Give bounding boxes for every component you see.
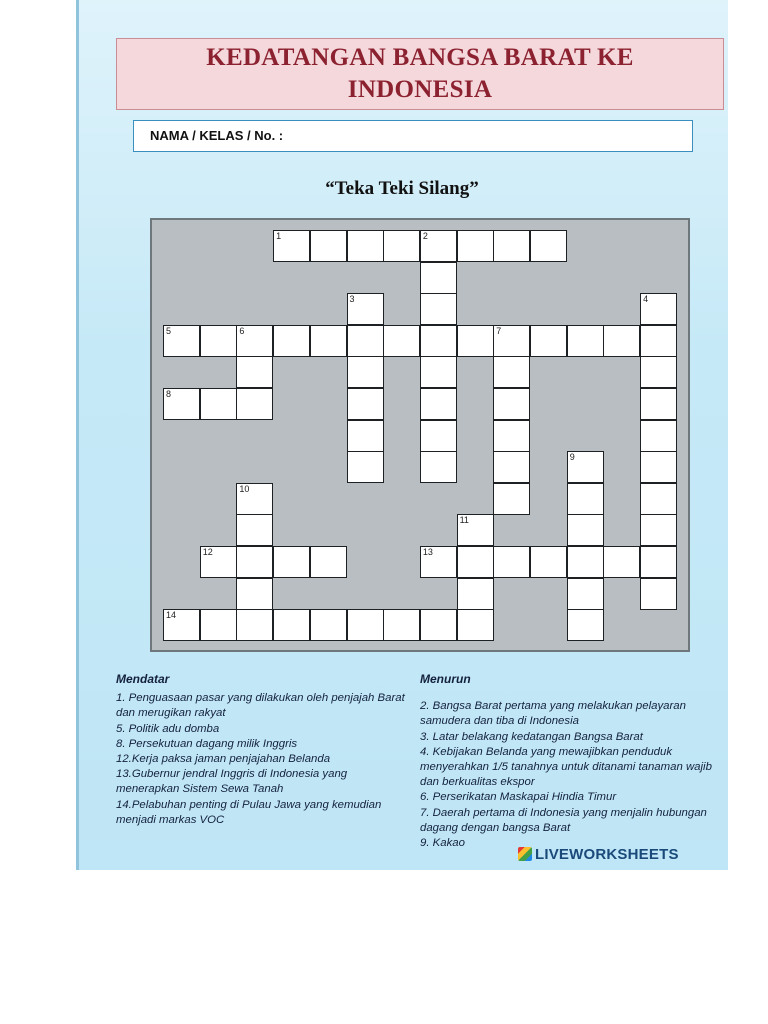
crossword-cell[interactable]: [420, 451, 457, 483]
across-heading: Mendatar: [116, 672, 170, 686]
crossword-cell[interactable]: [567, 325, 604, 357]
crossword-cell[interactable]: [347, 451, 384, 483]
across-clue: 8. Persekutuan dagang milik Inggris: [116, 737, 298, 750]
crossword-cell[interactable]: [640, 388, 677, 420]
crossword-cell[interactable]: [420, 325, 457, 357]
crossword-cell[interactable]: [347, 325, 384, 357]
crossword-cell[interactable]: [567, 609, 604, 641]
crossword-cell[interactable]: [567, 578, 604, 610]
crossword-cell[interactable]: [347, 230, 384, 262]
logo-text: LIVEWORKSHEETS: [535, 846, 679, 863]
across-clue: 14.Pelabuhan penting di Pulau Jawa yang kemudian menjadi markas VOC: [116, 798, 382, 826]
crossword-cell[interactable]: [457, 578, 494, 610]
crossword-cell[interactable]: [420, 546, 457, 578]
crossword-cell[interactable]: [493, 483, 530, 515]
crossword-cell[interactable]: [310, 609, 347, 641]
crossword-cell[interactable]: [347, 420, 384, 452]
crossword-cell[interactable]: [493, 451, 530, 483]
clue-number: 7: [496, 325, 502, 336]
crossword-cell[interactable]: [273, 546, 310, 578]
across-clue: 13.Gubernur jendral Inggris di Indonesia yang menerapkan Sistem Sewa Tanah: [116, 768, 348, 796]
clue-number: 8: [166, 389, 172, 399]
across-clue: 12.Kerja paksa jaman penjajahan Belanda: [116, 753, 331, 766]
crossword-cell[interactable]: [347, 609, 384, 641]
crossword-cell[interactable]: [457, 230, 494, 262]
down-heading: Menurun: [420, 672, 471, 686]
crossword-cell[interactable]: [420, 230, 457, 262]
crossword-cell[interactable]: [420, 293, 457, 325]
worksheet: [76, 0, 728, 870]
crossword-cell[interactable]: [493, 388, 530, 420]
crossword-cell[interactable]: [236, 483, 273, 515]
crossword-cell[interactable]: [567, 483, 604, 515]
clues-down: [420, 672, 720, 851]
crossword-subtitle: “Teka Teki Silang”: [325, 178, 479, 199]
crossword-cell[interactable]: [310, 230, 347, 262]
crossword-cell[interactable]: [640, 514, 677, 546]
title-banner: [116, 38, 724, 110]
crossword-cell[interactable]: [457, 325, 494, 357]
crossword-cell[interactable]: [640, 420, 677, 452]
down-clue: 2. Bangsa Barat pertama yang melakukan pelayaran samudera dan tiba di Indonesia: [420, 700, 686, 728]
crossword-cell[interactable]: [200, 546, 237, 578]
crossword-grid: [150, 218, 690, 652]
crossword-cell[interactable]: [640, 546, 677, 578]
crossword-cell[interactable]: [236, 325, 273, 357]
crossword-cell[interactable]: [457, 514, 494, 546]
crossword-cell[interactable]: [567, 451, 604, 483]
crossword-cell[interactable]: [457, 546, 494, 578]
down-clue: 6. Perserikatan Maskapai Hindia Timur: [420, 791, 617, 804]
crossword-cell[interactable]: [236, 609, 273, 641]
sheet-edge: [76, 0, 79, 870]
clues-section: [116, 672, 716, 870]
crossword-cell[interactable]: [457, 609, 494, 641]
crossword-cell[interactable]: [603, 325, 640, 357]
crossword-cell[interactable]: [530, 546, 567, 578]
crossword-cell[interactable]: [640, 325, 677, 357]
crossword-cell[interactable]: [420, 356, 457, 388]
clue-number: 6: [239, 325, 245, 336]
across-clue: 5. Politik adu domba: [116, 722, 220, 735]
clue-number: 9: [569, 452, 575, 463]
crossword-cell[interactable]: [273, 609, 310, 641]
crossword-cell[interactable]: [493, 356, 530, 388]
crossword-cell[interactable]: [383, 230, 420, 262]
crossword-cell[interactable]: [273, 230, 310, 262]
clue-number: 5: [166, 325, 172, 336]
clue-number: 2: [422, 231, 428, 241]
down-clue: 7. Daerah pertama di Indonesia yang menjalin hubungan dagang dengan bangsa Barat: [420, 806, 707, 834]
crossword-cell[interactable]: [493, 325, 530, 357]
crossword-cell[interactable]: [236, 578, 273, 610]
crossword-cell[interactable]: [347, 293, 384, 325]
clue-number: 12: [202, 547, 213, 557]
clue-number: 4: [643, 294, 649, 305]
crossword-cell[interactable]: [200, 388, 237, 420]
crossword-cell[interactable]: [640, 356, 677, 388]
crossword-cell[interactable]: [236, 514, 273, 546]
crossword-cell[interactable]: [163, 325, 200, 357]
crossword-cell[interactable]: [163, 388, 200, 420]
crossword-cell[interactable]: [383, 609, 420, 641]
crossword-cell[interactable]: [640, 293, 677, 325]
crossword-cell[interactable]: [347, 388, 384, 420]
crossword-cell[interactable]: [236, 388, 273, 420]
crossword-cell[interactable]: [347, 356, 384, 388]
crossword-cell[interactable]: [640, 483, 677, 515]
crossword-cell[interactable]: [163, 609, 200, 641]
clue-number: 3: [349, 294, 355, 305]
crossword-cell[interactable]: [567, 546, 604, 578]
name-field[interactable]: [133, 120, 693, 152]
crossword-cell[interactable]: [420, 420, 457, 452]
crossword-cell[interactable]: [493, 546, 530, 578]
liveworksheets-logo: [518, 846, 679, 863]
clue-number: 13: [422, 547, 433, 557]
crossword-cell[interactable]: [567, 514, 604, 546]
crossword-cell[interactable]: [493, 230, 530, 262]
crossword-cell[interactable]: [420, 609, 457, 641]
crossword-cell[interactable]: [420, 262, 457, 294]
down-clue: 3. Latar belakang kedatangan Bangsa Barat: [420, 730, 643, 743]
title-line-2: INDONESIA: [347, 76, 493, 103]
crossword-cell[interactable]: [310, 546, 347, 578]
crossword-cell[interactable]: [236, 356, 273, 388]
crossword-cell[interactable]: [640, 451, 677, 483]
clue-number: 10: [239, 483, 250, 494]
crossword-cell[interactable]: [530, 325, 567, 357]
crossword-cell[interactable]: [530, 230, 567, 262]
crossword-cell[interactable]: [383, 325, 420, 357]
crossword-cell[interactable]: [310, 325, 347, 357]
down-clue: 9. Kakao: [420, 837, 465, 850]
crossword-cell[interactable]: [640, 578, 677, 610]
clue-number: 11: [459, 515, 469, 526]
logo-icon: [518, 847, 532, 861]
crossword-cell[interactable]: [273, 325, 310, 357]
clue-number: 14: [166, 610, 177, 621]
down-clue: 4. Kebijakan Belanda yang mewajibkan penduduk menyerahkan 1/5 tanahnya untuk ditanami tanaman wajib dan berkualitas ekspor: [420, 745, 712, 789]
clue-number: 1: [276, 231, 282, 241]
across-clue: 1. Penguasaan pasar yang dilakukan oleh penjajah Barat dan merugikan rakyat: [116, 692, 405, 720]
name-field-label: NAMA / KELAS / No. :: [150, 128, 284, 143]
title-line-1: KEDATANGAN BANGSA BARAT KE: [206, 44, 634, 71]
crossword-cell[interactable]: [603, 546, 640, 578]
crossword-cell[interactable]: [493, 420, 530, 452]
crossword-cell[interactable]: [200, 609, 237, 641]
clues-across: [116, 672, 406, 828]
crossword-cell[interactable]: [200, 325, 237, 357]
crossword-cell[interactable]: [420, 388, 457, 420]
crossword-cell[interactable]: [236, 546, 273, 578]
